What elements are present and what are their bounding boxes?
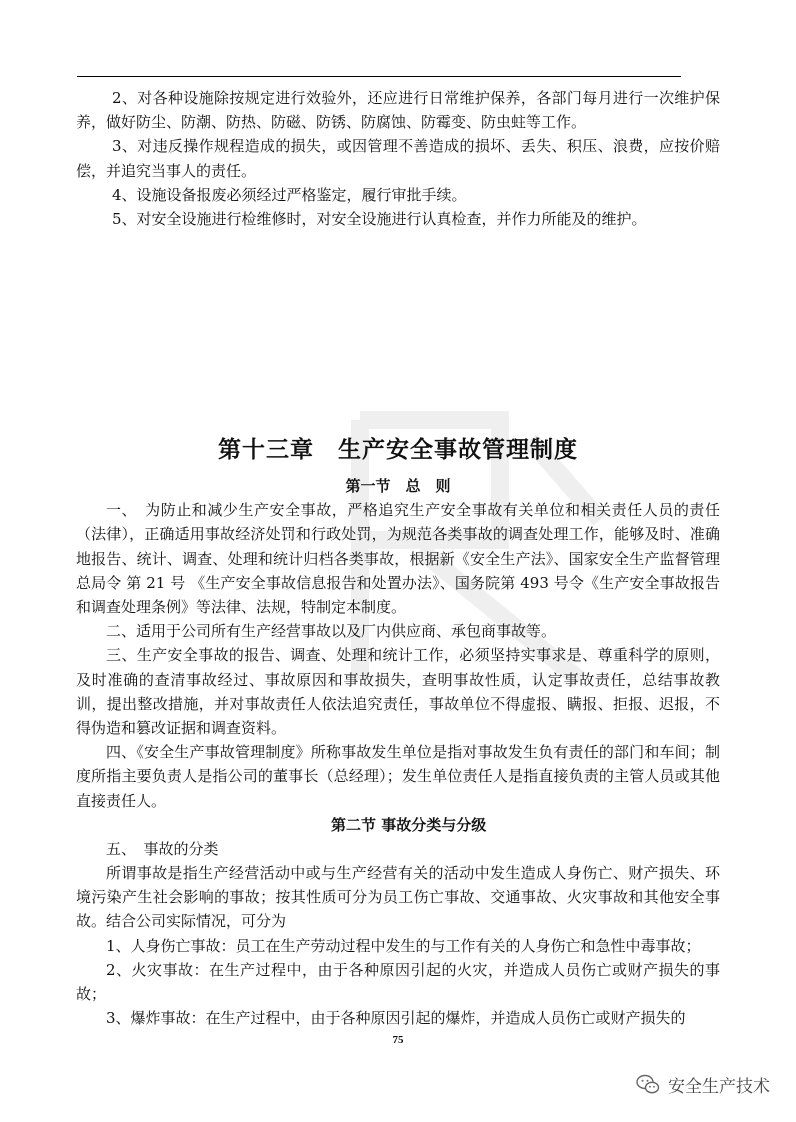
paragraph: 一、 为防止和减少生产安全事故，严格追究生产安全事故有关单位和相关责任人员的责任（法律），正确适用事故经济处罚和行政处罚，为规范各类事故的调查处理工作，能够及时、准确地报告、统计、调查、处理和统计归档各类事故，根据新《安全生产法》、国家安全生产监督管理总局令 第 21 号 《生产安全事故信息报告和处置办法》、国务院第 493 号令《生产安全事故报告和调查处理条例》等法律、法规，特制定本制度。 bbox=[76, 501, 720, 617]
blank-space bbox=[76, 231, 720, 426]
paragraph: 五、 事故的分类 bbox=[106, 839, 219, 858]
page-number: 75 bbox=[392, 1034, 404, 1046]
paragraph: 1、人身伤亡事故：员工在生产劳动过程中发生的与工作有关的人身伤亡和急性中毒事故； bbox=[106, 936, 701, 955]
account-badge[interactable] bbox=[636, 1072, 770, 1097]
account-name: 安全生产技术 bbox=[668, 1077, 770, 1097]
chapter-title: 第十三章 生产安全事故管理制度 bbox=[218, 436, 578, 464]
paragraph: 二、适用于公司所有生产经营事故以及厂内供应商、承包商事故等。 bbox=[106, 622, 557, 641]
section-title: 第二节 事故分类与分级 bbox=[331, 815, 487, 834]
paragraph: 3、对违反操作规程造成的损失，或因管理不善造成的损坏、丢失、积压、浪费，应按价赔偿，并追究当事人的责任。 bbox=[76, 137, 720, 180]
paragraph: 2、对各种设施除按规定进行效验外，还应进行日常维护保养，各部门每月进行一次维护保养，做好防尘、防潮、防热、防磁、防锈、防腐蚀、防霉变、防虫蛀等工作。 bbox=[76, 89, 720, 132]
paragraph: 3、爆炸事故：在生产过程中，由于各种原因引起的爆炸，并造成人员伤亡或财产损失的 bbox=[106, 1009, 686, 1028]
paragraph: 所谓事故是指生产经营活动中或与生产经营有关的活动中发生造成人身伤亡、财产损失、环境污染产生社会影响的事故；按其性质可分为员工伤亡事故、交通事故、火灾事故和其他安全事故。结合公司实际情况，可分为 bbox=[76, 864, 720, 931]
paragraph: 四、《安全生产事故管理制度》所称事故发生单位是指对事故发生负有责任的部门和车间；制度所指主要负责人是指公司的董事长（总经理）；发生单位责任人是指直接负责的主管人员或其他直接责任人。 bbox=[76, 743, 720, 810]
document-page bbox=[76, 86, 720, 1030]
paragraph: 5、对安全设施进行检维修时，对安全设施进行认真检查，并作力所能及的维护。 bbox=[112, 210, 647, 229]
paragraph: 4、设施设备报废必须经过严格鉴定，履行审批手续。 bbox=[112, 185, 467, 204]
paragraph: 2、火灾事故：在生产过程中，由于各种原因引起的火灾，并造成人员伤亡或财产损失的事故； bbox=[76, 960, 720, 1004]
section-title: 第一节 总 则 bbox=[345, 477, 451, 496]
wechat-icon bbox=[636, 1074, 660, 1096]
paragraph: 三、生产安全事故的报告、调查、处理和统计工作，必须坚持实事求是、尊重科学的原则，及时准确的查清事故经过、事故原因和事故损失，查明事故性质，认定事故责任，总结事故教训，提出整改措施，并对事故责任人依法追究责任，事故单位不得虚报、瞒报、拒报、迟报，不得伪造和篡改证据和调查资料。 bbox=[76, 646, 720, 738]
header-rule bbox=[77, 76, 681, 77]
